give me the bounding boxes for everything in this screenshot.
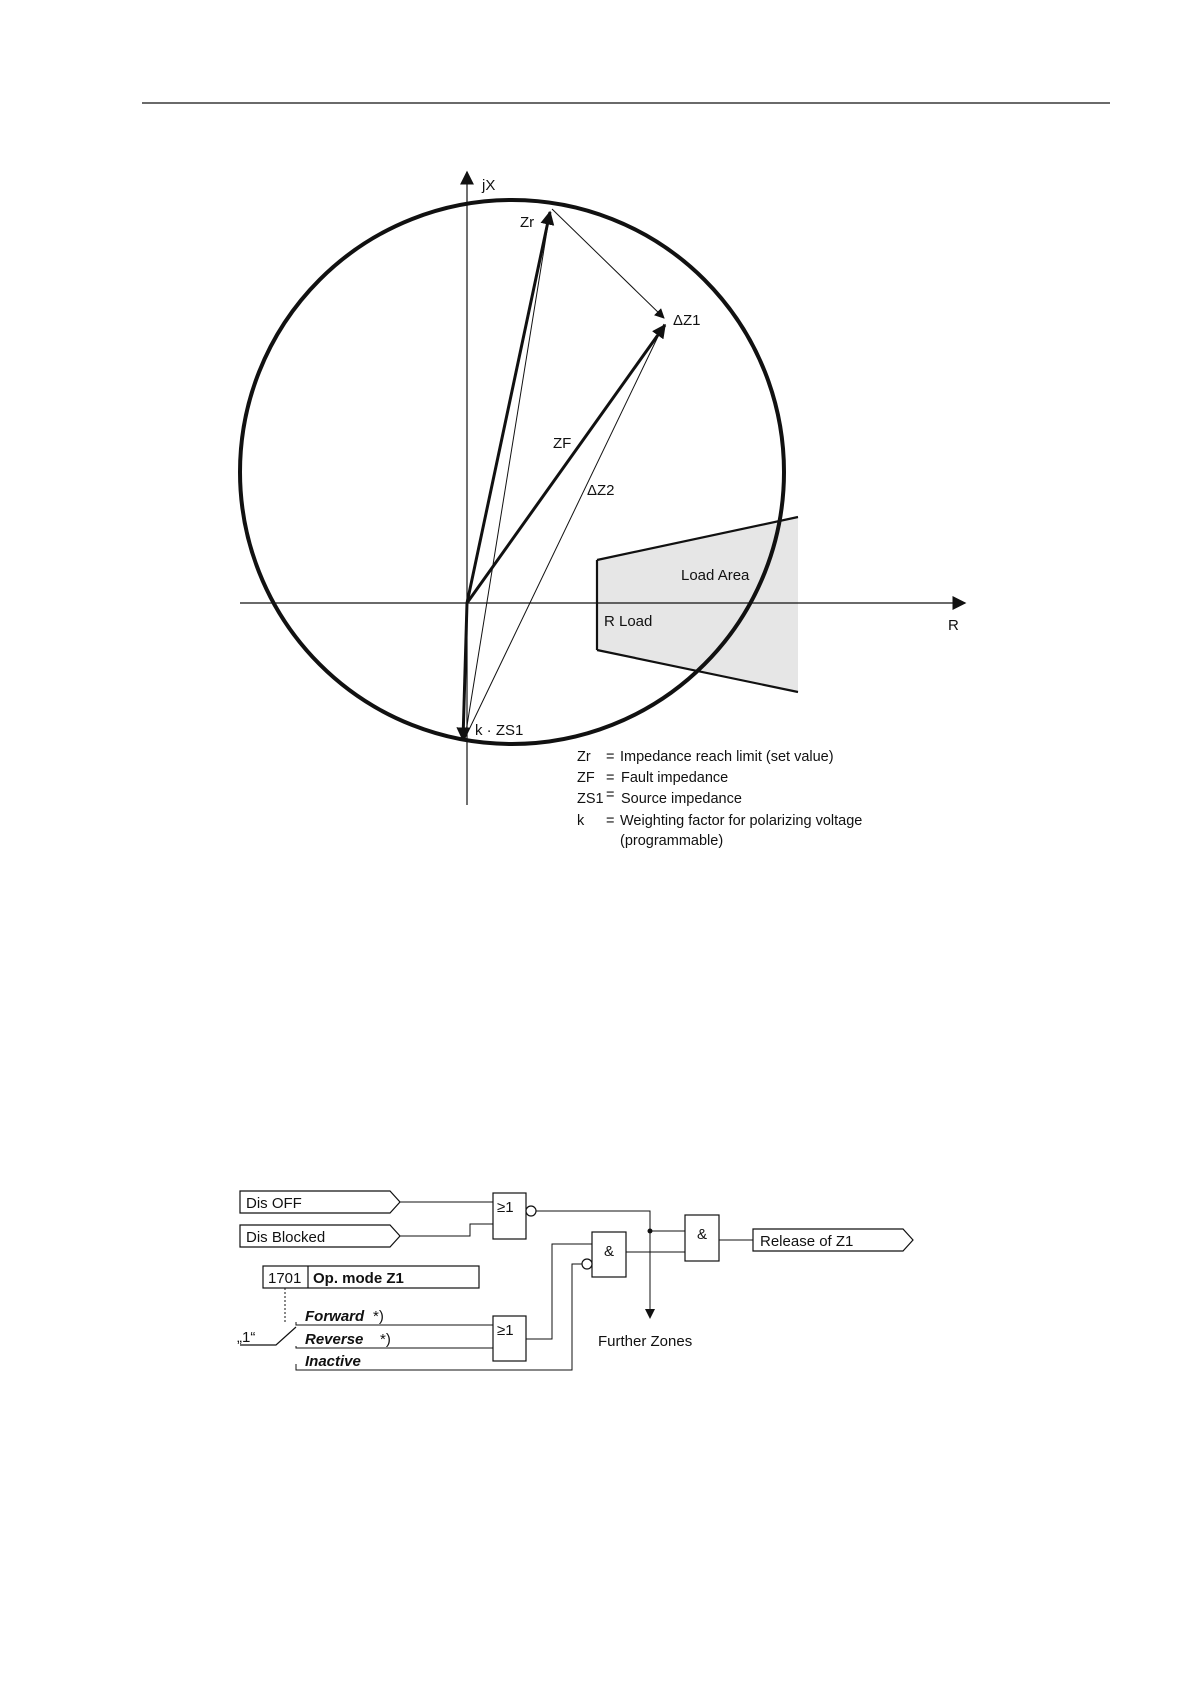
input-dis-blocked-label: Dis Blocked bbox=[246, 1229, 326, 1246]
legend-text: Fault impedance bbox=[621, 770, 729, 786]
output-release-label: Release of Z1 bbox=[760, 1233, 854, 1250]
r-load-label: R Load bbox=[604, 613, 653, 630]
delta-z1-label: ΔZ1 bbox=[673, 312, 701, 329]
legend-text: Source impedance bbox=[621, 791, 742, 807]
or-gate-2-symbol: ≥1 bbox=[497, 1322, 514, 1339]
jx-axis-label: jX bbox=[482, 177, 496, 194]
logic-diagram bbox=[237, 1191, 913, 1370]
or-gate-1-inverter bbox=[526, 1206, 536, 1216]
legend-eq: = bbox=[606, 770, 615, 786]
delta-z2-line bbox=[465, 324, 664, 738]
legend-text: Impedance reach limit (set value) bbox=[620, 749, 834, 765]
parameter-name: Op. mode Z1 bbox=[313, 1270, 404, 1287]
and-gate-2-symbol: & bbox=[697, 1226, 708, 1243]
legend bbox=[577, 749, 862, 849]
k-zs1-label: k · ZS1 bbox=[475, 722, 524, 739]
delta-z1-line bbox=[552, 209, 664, 318]
load-area-label: Load Area bbox=[681, 567, 750, 584]
option-inactive-label: Inactive bbox=[305, 1353, 361, 1370]
legend-symbol: Zr bbox=[577, 749, 591, 765]
option-forward-label: Forward bbox=[305, 1308, 365, 1325]
wire bbox=[400, 1224, 493, 1236]
legend-symbol: k bbox=[577, 813, 585, 829]
or-gate-1-symbol: ≥1 bbox=[497, 1199, 514, 1216]
load-area-shape bbox=[597, 517, 798, 692]
legend-eq: = bbox=[606, 749, 615, 765]
parameter-number: 1701 bbox=[268, 1270, 302, 1287]
impedance-diagram bbox=[240, 172, 965, 849]
r-axis-label: R bbox=[948, 617, 959, 634]
legend-text: Weighting factor for polarizing voltage bbox=[620, 813, 863, 829]
option-reverse-label: Reverse bbox=[305, 1331, 364, 1348]
input-dis-off-label: Dis OFF bbox=[246, 1195, 302, 1212]
legend-eq: = bbox=[606, 787, 615, 803]
zf-label: ZF bbox=[553, 435, 572, 452]
option-reverse-note: *) bbox=[380, 1331, 391, 1348]
legend-eq: = bbox=[606, 813, 615, 829]
wire bbox=[526, 1244, 592, 1339]
legend-text-cont: (programmable) bbox=[620, 833, 724, 849]
and-gate-1-inverter bbox=[582, 1259, 592, 1269]
further-zones-label: Further Zones bbox=[598, 1333, 693, 1350]
option-forward-note: *) bbox=[373, 1308, 384, 1325]
zr-minus-ks1-line bbox=[465, 212, 550, 738]
and-gate-1-symbol: & bbox=[604, 1243, 615, 1260]
legend-symbol: ZF bbox=[577, 770, 595, 786]
junction-dot bbox=[648, 1229, 653, 1234]
legend-symbol: ZS1 bbox=[577, 791, 604, 807]
delta-z2-label: ΔZ2 bbox=[587, 482, 615, 499]
constant-one-label: „1“ bbox=[237, 1329, 256, 1346]
zr-label: Zr bbox=[520, 214, 535, 231]
